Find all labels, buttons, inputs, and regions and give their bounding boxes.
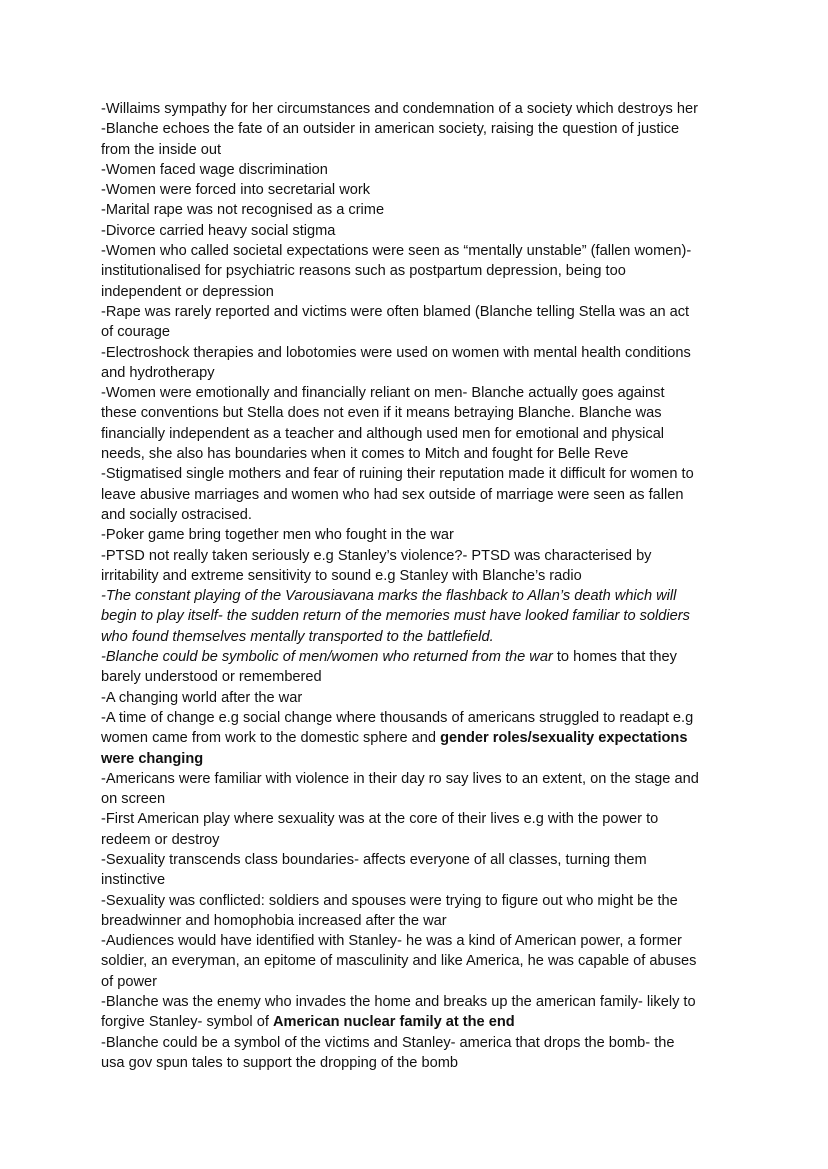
text-line bbox=[101, 627, 699, 647]
text-line bbox=[101, 647, 699, 667]
text-line bbox=[101, 140, 699, 160]
text-segment: barely understood or remembered bbox=[101, 669, 322, 686]
text-line bbox=[101, 282, 699, 302]
text-line bbox=[101, 566, 699, 586]
italic-text: who found themselves mentally transported to the battlefield. bbox=[101, 628, 494, 645]
text-line bbox=[101, 322, 699, 342]
text-line bbox=[101, 546, 699, 566]
text-line bbox=[101, 911, 699, 931]
text-segment: -Sexuality transcends class boundaries- affects everyone of all classes, turning them bbox=[101, 851, 647, 868]
text-line bbox=[101, 667, 699, 687]
text-line bbox=[101, 586, 699, 606]
text-segment: -Women were emotionally and financially reliant on men- Blanche actually goes against bbox=[101, 385, 665, 402]
text-line bbox=[101, 809, 699, 829]
text-line bbox=[101, 830, 699, 850]
text-segment: leave abusive marriages and women who had sex outside of marriage were seen as fallen bbox=[101, 486, 684, 503]
text-segment: -Poker game bring together men who fought in the war bbox=[101, 527, 454, 544]
text-segment: -Blanche echoes the fate of an outsider in american society, raising the question of justice bbox=[101, 121, 680, 138]
text-segment: and hydrotherapy bbox=[101, 364, 215, 381]
text-line bbox=[101, 485, 699, 505]
text-line bbox=[101, 1053, 699, 1073]
text-segment: -A changing world after the war bbox=[101, 689, 303, 706]
text-segment: to homes that they bbox=[552, 649, 677, 666]
text-line bbox=[101, 769, 699, 789]
text-line bbox=[101, 505, 699, 525]
text-segment: -Willaims sympathy for her circumstances and condemnation of a society which destroys her bbox=[101, 101, 698, 117]
text-line bbox=[101, 728, 699, 748]
text-line bbox=[101, 444, 699, 464]
text-segment: instinctive bbox=[101, 872, 166, 889]
text-segment: -Divorce carried heavy social stigma bbox=[101, 222, 336, 239]
text-segment: usa gov spun tales to support the dropping of the bomb bbox=[101, 1054, 458, 1071]
text-line bbox=[101, 891, 699, 911]
text-line bbox=[101, 241, 699, 261]
text-line bbox=[101, 850, 699, 870]
text-segment: -Audiences would have identified with Stanley- he was a kind of American power, a former bbox=[101, 933, 682, 950]
text-line bbox=[101, 119, 699, 139]
text-line bbox=[101, 383, 699, 403]
text-segment: and socially ostracised. bbox=[101, 506, 252, 523]
text-segment: -Blanche was the enemy who invades the home and breaks up the american family- likely to bbox=[101, 994, 696, 1011]
text-segment: -Rape was rarely reported and victims were often blamed (Blanche telling Stella was an act bbox=[101, 303, 690, 320]
text-segment: financially independent as a teacher and although used men for emotional and physical bbox=[101, 425, 665, 442]
text-line bbox=[101, 302, 699, 322]
text-line bbox=[101, 606, 699, 626]
text-line bbox=[101, 180, 699, 200]
text-line bbox=[101, 403, 699, 423]
text-line bbox=[101, 870, 699, 890]
text-line bbox=[101, 221, 699, 241]
text-segment: soldier, an everyman, an epitome of masculinity and like America, he was capable of abuses bbox=[101, 953, 697, 970]
text-line bbox=[101, 261, 699, 281]
text-segment: of courage bbox=[101, 324, 170, 341]
text-segment: women came from work to the domestic sphere and bbox=[101, 730, 441, 747]
text-segment: these conventions but Stella does not even if it means betraying Blanche. Blanche was bbox=[101, 405, 662, 422]
text-segment: -Electroshock therapies and lobotomies were used on women with mental health conditions bbox=[101, 344, 691, 361]
text-line bbox=[101, 992, 699, 1012]
text-segment: -Women who called societal expectations were seen as “mentally unstable” (fallen women)- bbox=[101, 243, 692, 260]
text-segment: -Marital rape was not recognised as a crime bbox=[101, 202, 385, 219]
text-segment: -Women were forced into secretarial work bbox=[101, 182, 371, 199]
text-line bbox=[101, 1012, 699, 1032]
text-line bbox=[101, 789, 699, 809]
text-line bbox=[101, 708, 699, 728]
text-segment: -PTSD not really taken seriously e.g Stanley’s violence?- PTSD was characterised by bbox=[101, 547, 652, 564]
text-segment: -Stigmatised single mothers and fear of ruining their reputation made it difficult for women to bbox=[101, 466, 694, 483]
text-segment: -A time of change e.g social change where thousands of americans struggled to readapt e.g bbox=[101, 709, 694, 726]
text-segment: -Blanche could be a symbol of the victims and Stanley- america that drops the bomb- the bbox=[101, 1034, 675, 1051]
text-line bbox=[101, 931, 699, 951]
bold-text: gender roles/sexuality expectations bbox=[440, 730, 688, 747]
text-line bbox=[101, 1033, 699, 1053]
text-line bbox=[101, 749, 699, 769]
text-segment: from the inside out bbox=[101, 141, 222, 158]
document-page bbox=[101, 99, 699, 1073]
text-segment: on screen bbox=[101, 791, 166, 808]
italic-text: -Blanche could be symbolic of men/women who returned from the war bbox=[101, 649, 553, 666]
text-segment: -Americans were familiar with violence in their day ro say lives to an extent, on the stage and bbox=[101, 770, 699, 787]
text-segment: redeem or destroy bbox=[101, 831, 220, 848]
text-line bbox=[101, 160, 699, 180]
text-segment: breadwinner and homophobia increased after the war bbox=[101, 912, 447, 929]
text-line bbox=[101, 972, 699, 992]
text-segment: forgive Stanley- symbol of bbox=[101, 1014, 273, 1031]
text-line bbox=[101, 464, 699, 484]
text-segment: independent or depression bbox=[101, 283, 274, 300]
text-segment: institutionalised for psychiatric reasons such as postpartum depression, being too bbox=[101, 263, 626, 280]
text-segment: of power bbox=[101, 973, 157, 990]
text-line bbox=[101, 343, 699, 363]
text-segment: needs, she also has boundaries when it comes to Mitch and fought for Belle Reve bbox=[101, 446, 629, 463]
text-line bbox=[101, 951, 699, 971]
italic-text: begin to play itself- the sudden return of the memories must have looked familiar to soldiers bbox=[101, 608, 690, 625]
text-segment: -First American play where sexuality was at the core of their lives e.g with the power to bbox=[101, 811, 659, 828]
text-line bbox=[101, 99, 699, 119]
text-line bbox=[101, 424, 699, 444]
bold-text: were changing bbox=[101, 750, 204, 767]
text-segment: irritability and extreme sensitivity to sound e.g Stanley with Blanche’s radio bbox=[101, 567, 582, 584]
text-line bbox=[101, 200, 699, 220]
text-segment: -Sexuality was conflicted: soldiers and spouses were trying to figure out who might be the bbox=[101, 892, 678, 909]
text-line bbox=[101, 688, 699, 708]
text-line bbox=[101, 525, 699, 545]
bold-text: American nuclear family at the end bbox=[272, 1014, 515, 1031]
text-segment: -Women faced wage discrimination bbox=[101, 161, 328, 178]
text-line bbox=[101, 363, 699, 383]
italic-text: -The constant playing of the Varousiavana marks the flashback to Allan’s death which will bbox=[101, 588, 677, 605]
